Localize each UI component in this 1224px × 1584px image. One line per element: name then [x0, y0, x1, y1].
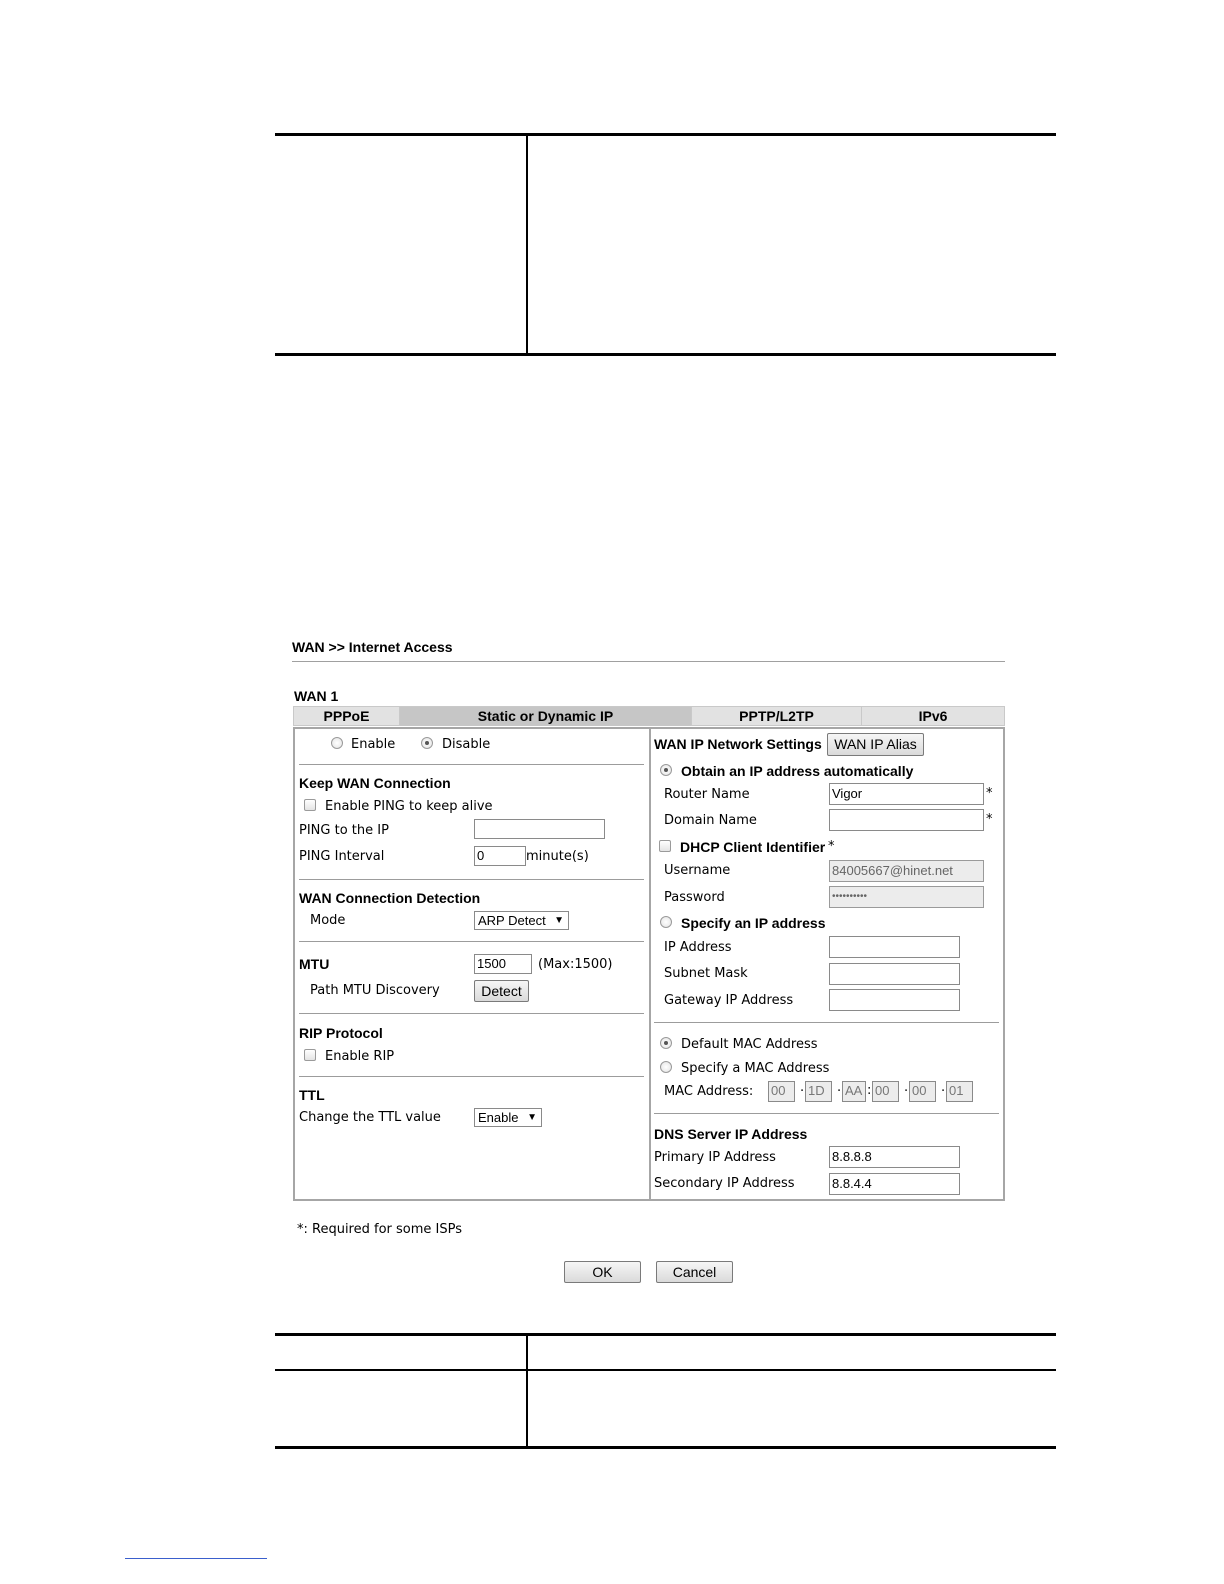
detection-title: WAN Connection Detection — [299, 890, 481, 906]
disable-radio[interactable] — [421, 737, 433, 749]
gateway-input[interactable] — [829, 989, 960, 1011]
ping-ip-input[interactable] — [474, 819, 605, 839]
router-name-required: * — [986, 786, 993, 801]
rip-title: RIP Protocol — [299, 1025, 383, 1041]
panel-column-divider — [649, 729, 651, 1200]
ttl-title: TTL — [299, 1087, 325, 1103]
ok-button[interactable]: OK — [564, 1261, 641, 1283]
password-label: Password — [664, 890, 725, 905]
disable-label: Disable — [442, 737, 491, 752]
mtu-input[interactable]: 1500 — [474, 954, 532, 974]
doc-table2-top-rule — [275, 1333, 1056, 1336]
header-divider — [292, 661, 1005, 662]
password-input[interactable]: •••••••••• — [829, 886, 984, 908]
specify-ip-radio[interactable] — [660, 916, 672, 928]
obtain-ip-label: Obtain an IP address automatically — [681, 763, 914, 779]
router-name-input[interactable]: Vigor — [829, 783, 984, 805]
ip-address-label: IP Address — [664, 940, 732, 955]
mode-select-value: ARP Detect — [478, 913, 546, 928]
mac-separator: : — [867, 1083, 872, 1098]
dns-title: DNS Server IP Address — [654, 1126, 808, 1142]
path-mtu-label: Path MTU Discovery — [310, 983, 440, 998]
page-breadcrumb: WAN >> Internet Access — [292, 639, 453, 655]
ttl-label: Change the TTL value — [299, 1110, 441, 1125]
mode-select[interactable] — [474, 911, 569, 930]
wan-ip-alias-button[interactable]: WAN IP Alias — [827, 733, 924, 756]
ping-ip-label: PING to the IP — [299, 823, 389, 838]
default-mac-radio[interactable] — [660, 1037, 672, 1049]
secondary-dns-label: Secondary IP Address — [654, 1176, 795, 1191]
doc-table-top-rule — [275, 133, 1056, 136]
dhcp-client-checkbox[interactable] — [659, 840, 671, 852]
right-separator-1 — [654, 1022, 999, 1023]
obtain-ip-radio[interactable] — [660, 764, 672, 776]
mtu-title: MTU — [299, 956, 330, 972]
doc-table2-header-rule — [275, 1369, 1056, 1371]
specify-mac-radio[interactable] — [660, 1061, 672, 1073]
ttl-select-value: Enable — [478, 1110, 519, 1125]
enable-ping-label: Enable PING to keep alive — [325, 799, 493, 814]
left-separator-4 — [299, 1013, 644, 1014]
footnote-link-rule — [125, 1558, 267, 1559]
domain-name-input[interactable] — [829, 809, 984, 831]
tab-static-dynamic-ip[interactable]: Static or Dynamic IP — [400, 707, 692, 726]
chevron-down-icon: ▼ — [554, 915, 564, 926]
enable-ping-checkbox[interactable] — [304, 799, 316, 811]
gateway-label: Gateway IP Address — [664, 993, 794, 1008]
mac-separator: · — [800, 1084, 805, 1099]
ping-interval-unit: minute(s) — [526, 849, 589, 864]
cancel-button[interactable]: Cancel — [656, 1261, 733, 1283]
doc-table2-column-divider — [526, 1336, 528, 1446]
chevron-down-icon: ▼ — [527, 1112, 537, 1123]
enable-rip-label: Enable RIP — [325, 1049, 395, 1064]
left-separator-1 — [299, 764, 644, 765]
doc-table2-bottom-rule — [275, 1446, 1056, 1449]
right-separator-2 — [654, 1113, 999, 1114]
doc-table-column-divider — [526, 136, 528, 354]
ip-address-input[interactable] — [829, 936, 960, 958]
required-footnote: *: Required for some ISPs — [297, 1222, 463, 1237]
mac-octet-1[interactable]: 00 — [768, 1081, 795, 1102]
specify-mac-label: Specify a MAC Address — [681, 1061, 830, 1076]
ttl-select[interactable] — [474, 1108, 542, 1127]
keep-wan-title: Keep WAN Connection — [299, 775, 451, 791]
subnet-mask-label: Subnet Mask — [664, 966, 748, 981]
tab-pppoe[interactable]: PPPoE — [294, 707, 400, 726]
tab-pptp-l2tp[interactable]: PPTP/L2TP — [692, 707, 862, 726]
mac-octet-5[interactable]: 00 — [909, 1081, 936, 1102]
left-separator-3 — [299, 941, 644, 942]
left-separator-2 — [299, 879, 644, 880]
router-name-label: Router Name — [664, 787, 750, 802]
mtu-max-label: (Max:1500) — [538, 957, 613, 972]
username-label: Username — [664, 863, 731, 878]
primary-dns-label: Primary IP Address — [654, 1150, 776, 1165]
detect-button[interactable]: Detect — [474, 980, 529, 1002]
wan-label: WAN 1 — [294, 688, 339, 704]
tab-ipv6[interactable]: IPv6 — [918, 708, 948, 724]
tab-bar — [293, 706, 1005, 726]
mac-octet-4[interactable]: 00 — [872, 1081, 899, 1102]
ping-interval-label: PING Interval — [299, 849, 385, 864]
domain-name-label: Domain Name — [664, 813, 757, 828]
primary-dns-input[interactable]: 8.8.8.8 — [829, 1146, 960, 1168]
mac-separator: · — [941, 1084, 946, 1099]
network-settings-title: WAN IP Network Settings — [654, 736, 822, 752]
mac-address-label: MAC Address: — [664, 1084, 754, 1099]
mac-octet-6[interactable]: 01 — [946, 1081, 973, 1102]
doc-table-bottom-rule — [275, 353, 1056, 356]
default-mac-label: Default MAC Address — [681, 1037, 818, 1052]
secondary-dns-input[interactable]: 8.8.4.4 — [829, 1173, 960, 1195]
username-input[interactable]: 84005667@hinet.net — [829, 860, 984, 882]
dhcp-client-label: DHCP Client Identifier — [680, 839, 826, 855]
ping-interval-input[interactable]: 0 — [474, 846, 526, 866]
specify-ip-label: Specify an IP address — [681, 915, 826, 931]
subnet-mask-input[interactable] — [829, 963, 960, 985]
dhcp-required: * — [828, 839, 835, 854]
enable-radio[interactable] — [331, 737, 343, 749]
left-separator-5 — [299, 1076, 644, 1077]
enable-rip-checkbox[interactable] — [304, 1049, 316, 1061]
mac-octet-2[interactable]: 1D — [805, 1081, 832, 1102]
mac-octet-3[interactable]: AA — [842, 1081, 866, 1102]
mac-separator: · — [904, 1084, 909, 1099]
mode-label: Mode — [310, 913, 346, 928]
domain-name-required: * — [986, 812, 993, 827]
enable-label: Enable — [351, 737, 396, 752]
mac-separator: · — [837, 1084, 842, 1099]
